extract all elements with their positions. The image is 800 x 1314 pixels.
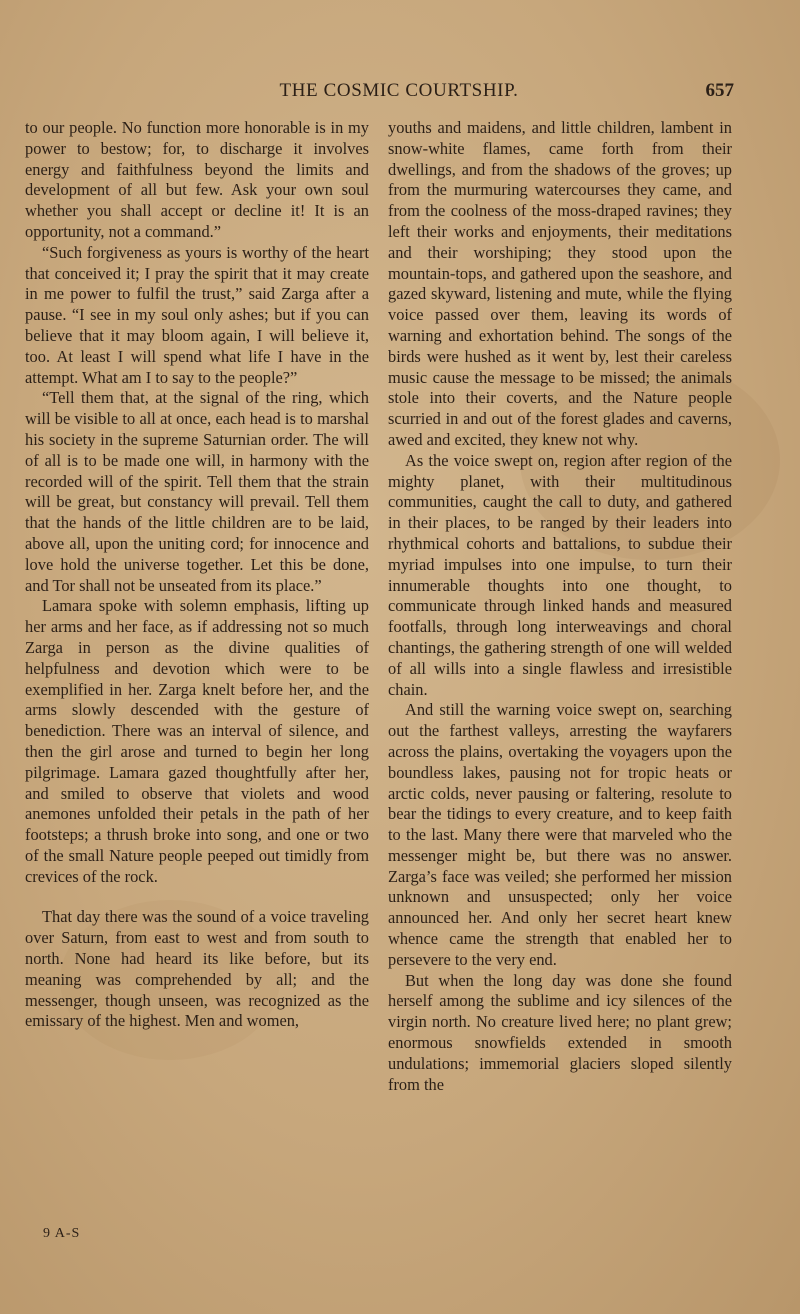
- paragraph: youths and maidens, and little children, lambent in snow-white flames, came forth from their dwellings, and from the shadows of the groves; up from the murmuring watercourses they came, and from the coolness of the moss-draped ravines; they left their works and enjoyments, their meditations and their worshiping; they stood upon the mountain-tops, and gathered upon the seashore, and gazed skyward, listening and mute, while the flying voice passed over them, leaving its words of warning and exhortation behind. The songs of the birds were hushed as it went by, lest their careless music cause the message to be missed; the animals stole into their coverts, and the Nature people scurried in and out of the forest glades and caverns, awed and excited, they knew not why.: [388, 118, 732, 449]
- paragraph: And still the warning voice swept on, searching out the farthest valleys, arresting the wayfarers across the plains, overtaking the voyagers upon the boundless lakes, pausing not for tropic heats or arctic colds, never pausing or faltering, resolute to bear the tidings to every creature, and to keep faith to the last. Many there were that marveled who the messenger might be, but there was no answer. Zarga’s face was veiled; she performed her mission unknown and unsuspected; only her voice announced her. And only her secret heart knew whence came the strength that enabled her to persevere to the very end.: [388, 700, 732, 969]
- running-head: [24, 80, 734, 108]
- paragraph: Lamara spoke with solemn emphasis, lifting up her arms and her face, as if addressing not so much Zarga in person as the divine qualities of helpfulness and devotion which were to be exemplified in her. Zarga knelt before her, and the arms slowly descended with the gesture of benediction. There was an interval of silence, and then the girl arose and turned to begin her long pilgrimage. Lamara gazed thoughtfully after her, and smiled to observe that violets and wood anemones unfolded their petals in the path of her footsteps; a thrush broke into song, and one or two of the small Nature people peeped out timidly from crevices of the rock.: [25, 596, 369, 886]
- page-number: 657: [705, 80, 734, 101]
- printer-signature-mark: 9 A-S: [43, 1226, 81, 1241]
- left-column: [25, 118, 369, 1032]
- paragraph: to our people. No function more honorable is in my power to bestow; for, to discharge it involves energy and faithfulness beyond the limits and development of all but few. Ask your own soul whether you shall accept or decline it! It is an opportunity, not a command.”: [25, 118, 369, 241]
- paragraph: “Such forgiveness as yours is worthy of the heart that conceived it; I pray the spirit that it may create in me power to fulfil the trust,” said Zarga after a pause. “I see in my soul only ashes; but if you can believe that it may bloom again, I will believe it, too. At least I will spend what life I have in the attempt. What am I to say to the people?”: [25, 242, 369, 387]
- running-title: THE COSMIC COURTSHIP.: [279, 80, 519, 101]
- paragraph: “Tell them that, at the signal of the ring, which will be visible to all at once, each head is to marshal his society in the supreme Saturnian order. The will of all is to be made one will, in harmony with the recorded will of the spirit. Tell them that the strain will be great, but constancy will prevail. Tell them that the hands of the little children are to be laid, above all, upon the uniting cord; for innocence and love hold the universe together. Let this be done, and Tor shall not be unseated from its place.”: [25, 388, 369, 595]
- paragraph: That day there was the sound of a voice traveling over Saturn, from east to west and from south to north. None had heard its like before, but its meaning was comprehended by all; and the messenger, though unseen, was recognized as the emissary of the highest. Men and women,: [25, 907, 369, 1031]
- paragraph: As the voice swept on, region after region of the mighty planet, with their multitudinous communities, caught the call to duty, and gathered in their places, to be ranged by their leaders into rhythmical cohorts and battalions, to subdue their myriad impulses into one impulse, to turn their innumerable thoughts into one thought, to communicate through linked hands and measured footfalls, through long interweavings and choral chantings, the gathering strength of one will welded of all wills into a single flawless and irresistible chain.: [388, 450, 732, 699]
- right-column: [388, 118, 732, 1095]
- paragraph: But when the long day was done she found herself among the sublime and icy silences of the virgin north. No creature lived here; no plant grew; enormous snowfields extended in smooth undulations; immemorial glaciers sloped silently from the: [388, 970, 732, 1094]
